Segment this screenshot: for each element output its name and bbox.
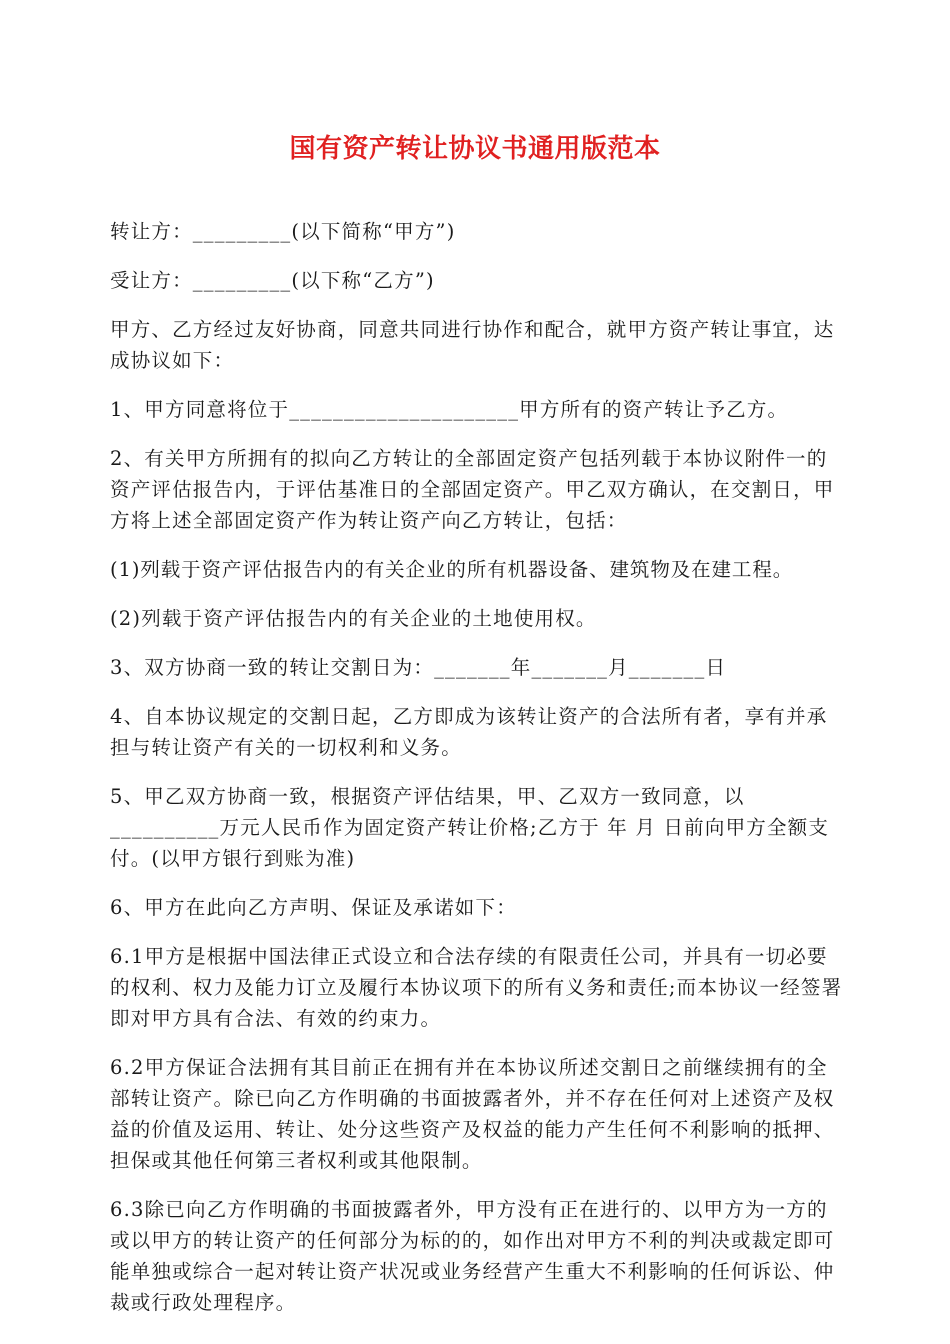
paragraph-clause-6: 6、甲方在此向乙方声明、保证及承诺如下： xyxy=(110,896,517,919)
document-body xyxy=(110,216,846,1336)
paragraph-clause-6-1: 6.1甲方是根据中国法律正式设立和合法存续的有限责任公司，并具有一切必要的权利、权力及能力订立及履行本协议项下的所有义务和责任;而本协议一经签署即对甲方具有合法、有效的约束力。 xyxy=(110,945,843,1030)
paragraph-clause-2-item-2: (2)列载于资产评估报告内的有关企业的土地使用权。 xyxy=(110,607,597,630)
paragraph-clause-2: 2、有关甲方所拥有的拟向乙方转让的全部固定资产包括列载于本协议附件一的资产评估报告内，于评估基准日的全部固定资产。甲乙双方确认，在交割日，甲方将上述全部固定资产作为转让资产向乙方转让，包括： xyxy=(110,447,835,532)
paragraph-clause-1: 1、甲方同意将位于_____________________甲方所有的资产转让予乙方。 xyxy=(110,398,789,421)
paragraph-clause-3: 3、双方协商一致的转让交割日为：_______年_______月_______日 xyxy=(110,656,727,679)
document-title: 国有资产转让协议书通用版范本 xyxy=(289,134,661,164)
paragraph-transferee: 受让方：_________(以下称“乙方”) xyxy=(110,269,435,292)
paragraph-preamble: 甲方、乙方经过友好协商，同意共同进行协作和配合，就甲方资产转让事宜，达成协议如下： xyxy=(110,318,835,372)
paragraph-clause-4: 4、自本协议规定的交割日起，乙方即成为该转让资产的合法所有者，享有并承担与转让资产有关的一切权利和义务。 xyxy=(110,705,828,759)
paragraph-clause-6-2: 6.2甲方保证合法拥有其目前正在拥有并在本协议所述交割日之前继续拥有的全部转让资产。除已向乙方作明确的书面披露者外，并不存在任何对上述资产及权益的价值及运用、转让、处分这些资产及权益的能力产生任何不利影响的抵押、担保或其他任何第三者权利或其他限制。 xyxy=(110,1056,835,1172)
paragraph-clause-2-item-1: (1)列载于资产评估报告内的有关企业的所有机器设备、建筑物及在建工程。 xyxy=(110,558,794,581)
paragraph-clause-5: 5、甲乙双方协商一致，根据资产评估结果，甲、乙双方一致同意，以__________万元人民币作为固定资产转让价格;乙方于 年 月 日前向甲方全额支付。(以甲方银行到账为准) xyxy=(110,785,830,870)
paragraph-clause-6-3: 6.3除已向乙方作明确的书面披露者外，甲方没有正在进行的、以甲方为一方的或以甲方的转让资产的任何部分为标的的，如作出对甲方不利的判决或裁定即可能单独或综合一起对转让资产状况或业务经营产生重大不利影响的任何诉讼、仲裁或行政处理程序。 xyxy=(110,1198,835,1314)
paragraph-transferor: 转让方：_________(以下简称“甲方”) xyxy=(110,220,456,243)
